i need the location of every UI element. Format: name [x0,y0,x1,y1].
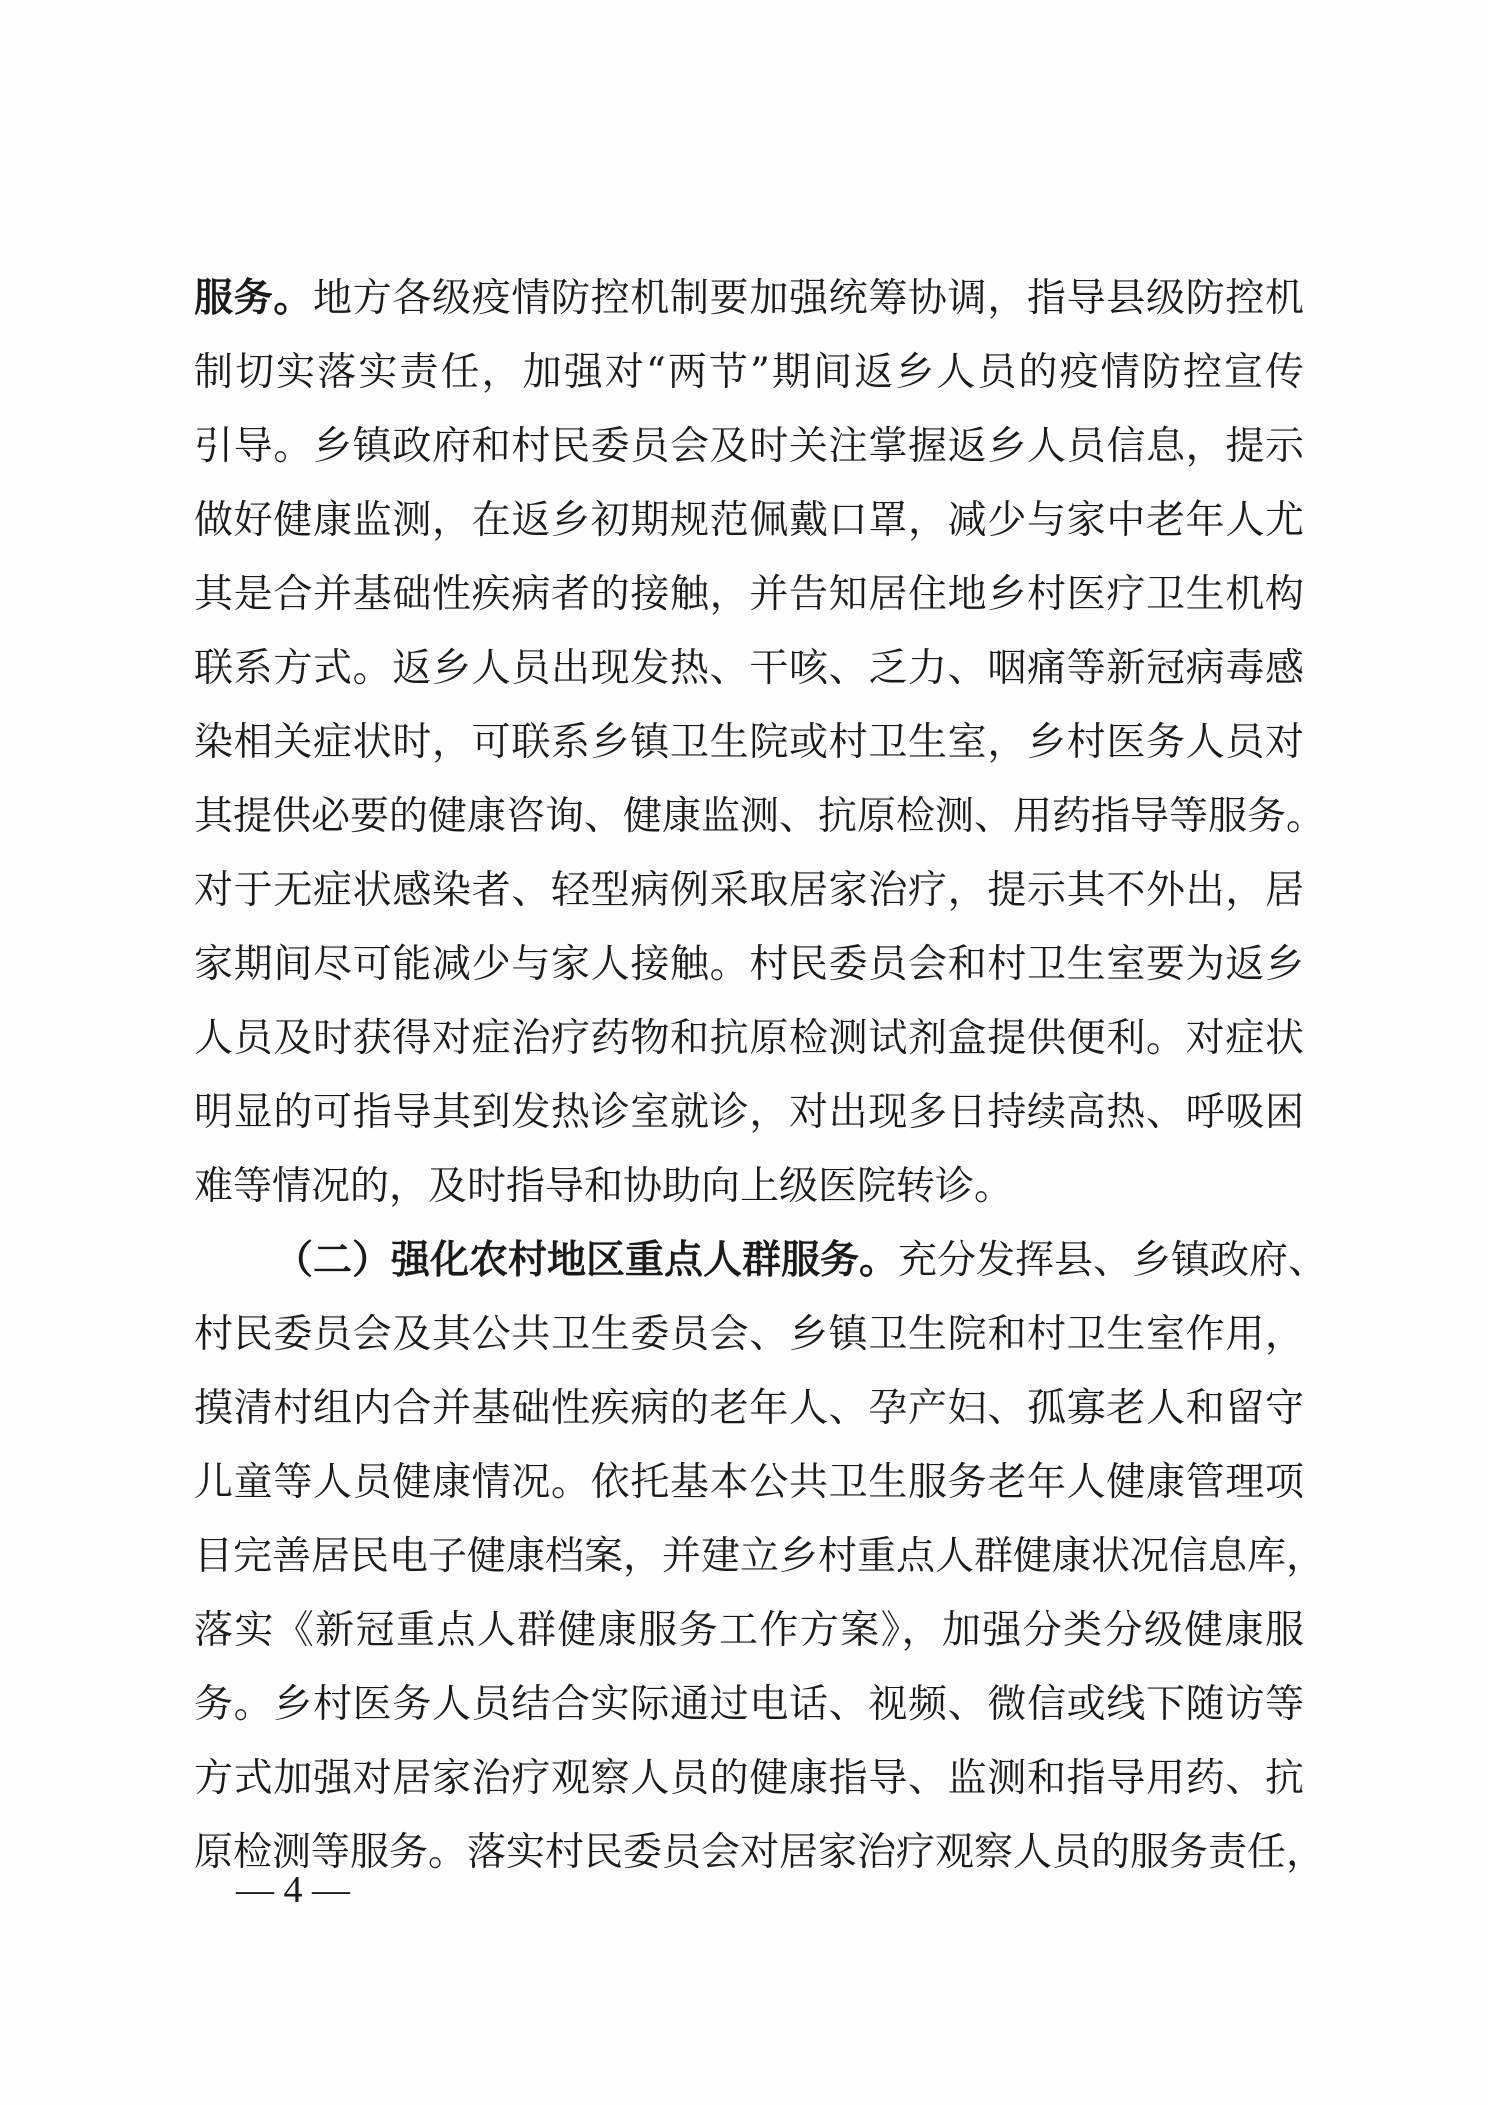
paragraph-2-line-1-text: 充分发挥县、乡镇政府、 [898,1238,1328,1283]
paragraph-1-line: 染相关症状时，可联系乡镇卫生院或村卫生室，乡村医务人员对 [194,720,1304,765]
paragraph-1-line: 联系方式。返乡人员出现发热、干咳、乏力、咽痛等新冠病毒感 [194,646,1304,691]
paragraph-1-line: 制切实落实责任，加强对“两节”期间返乡人员的疫情防控宣传 [194,350,1304,395]
paragraph-1-line: 引导。乡镇政府和村民委员会及时关注掌握返乡人员信息，提示 [194,424,1304,469]
paragraph-2-line-1 [194,1224,1328,1298]
paragraph-1-line: 其是合并基础性疾病者的接触，并告知居住地乡村医疗卫生机构 [194,572,1304,617]
paragraph-2-line: 目完善居民电子健康档案，并建立乡村重点人群健康状况信息库， [194,1534,1326,1579]
paragraph-1-line: 其提供必要的健康咨询、健康监测、抗原检测、用药指导等服务。 [194,794,1326,839]
paragraph-1-line: 家期间尽可能减少与家人接触。村民委员会和村卫生室要为返乡 [194,942,1304,987]
paragraph-1-line: 明显的可指导其到发热诊室就诊，对出现多日持续高热、呼吸困 [194,1090,1304,1135]
paragraph-2-line: 落实《新冠重点人群健康服务工作方案》，加强分类分级健康服 [194,1608,1304,1653]
document-body [194,262,1328,1890]
page-number: — 4 — [236,1869,350,1911]
paragraph-1-line: 对于无症状感染者、轻型病例采取居家治疗，提示其不外出，居 [194,868,1304,913]
paragraph-2-line: 村民委员会及其公共卫生委员会、乡镇卫生院和村卫生室作用， [194,1312,1304,1357]
paragraph-2-line: 儿童等人员健康情况。依托基本公共卫生服务老年人健康管理项 [194,1460,1304,1505]
paragraph-1-line-last: 难等情况的，及时指导和协助向上级医院转诊。 [194,1164,1014,1209]
paragraph-2-line: 摸清村组内合并基础性疾病的老年人、孕产妇、孤寡老人和留守 [194,1386,1304,1431]
paragraph-2-line: 务。乡村医务人员结合实际通过电话、视频、微信或线下随访等 [194,1682,1304,1727]
paragraph-1-line: 做好健康监测，在返乡初期规范佩戴口罩，减少与家中老年人尤 [194,498,1304,543]
paragraph-1-line: 人员及时获得对症治疗药物和抗原检测试剂盒提供便利。对症状 [194,1016,1304,1061]
paragraph-1-line-1 [194,262,1304,336]
paragraph-2-line: 原检测等服务。落实村民委员会对居家治疗观察人员的服务责任， [194,1830,1326,1875]
paragraph-1-line-1-text: 地方各级疫情防控机制要加强统筹协调，指导县级防控机 [313,276,1304,321]
paragraph-2-line: 方式加强对居家治疗观察人员的健康指导、监测和指导用药、抗 [194,1756,1304,1801]
paragraph-1-lead-bold: 服务。 [194,276,313,321]
section-heading: （二）强化农村地区重点人群服务。 [274,1238,899,1283]
